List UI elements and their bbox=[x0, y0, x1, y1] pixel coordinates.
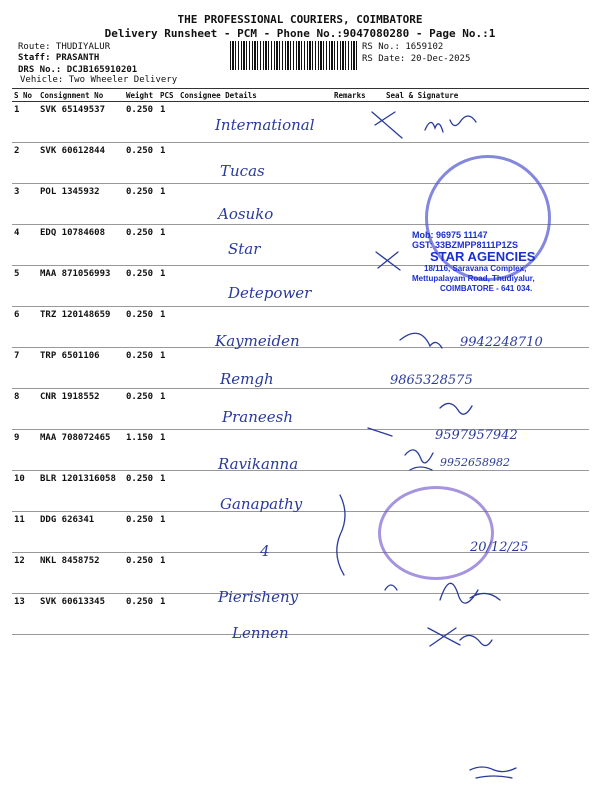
col-consignee: Consignee Details bbox=[178, 89, 332, 102]
col-consignment: Consignment No bbox=[38, 89, 124, 102]
signature-phone-8: 9597957942 bbox=[435, 428, 518, 443]
cell-weight: 0.250 bbox=[124, 225, 158, 266]
signature-mark-9 bbox=[405, 450, 433, 470]
handwritten-consignee-13: Lennen bbox=[232, 624, 289, 642]
signature-mark-8 bbox=[368, 403, 472, 436]
cell-pcs: 1 bbox=[158, 225, 178, 266]
cell-pcs: 1 bbox=[158, 553, 178, 594]
footer-signature bbox=[470, 767, 516, 778]
signature-mark-11 bbox=[337, 495, 345, 575]
handwritten-consignee-4: Star bbox=[228, 240, 261, 258]
vehicle-label: Vehicle: Two Wheeler Delivery bbox=[20, 75, 178, 85]
cell-consignment: BLR 1201316058 bbox=[38, 471, 124, 512]
cell-weight: 0.250 bbox=[124, 102, 158, 143]
cell-sno: 13 bbox=[12, 594, 38, 635]
cell-weight: 0.250 bbox=[124, 266, 158, 307]
cell-pcs: 1 bbox=[158, 184, 178, 225]
cell-weight: 0.250 bbox=[124, 471, 158, 512]
cell-consignment: POL 1345932 bbox=[38, 184, 124, 225]
signature-mark-1 bbox=[372, 112, 402, 138]
cell-pcs: 1 bbox=[158, 430, 178, 471]
cell-sno: 7 bbox=[12, 348, 38, 389]
handwritten-consignee-9: Ravikanna bbox=[218, 455, 299, 473]
cell-consignment: EDQ 10784608 bbox=[38, 225, 124, 266]
cell-pcs: 1 bbox=[158, 307, 178, 348]
cell-consignment: CNR 1918552 bbox=[38, 389, 124, 430]
cell-sno: 9 bbox=[12, 430, 38, 471]
cell-pcs: 1 bbox=[158, 266, 178, 307]
handwritten-consignee-2: Tucas bbox=[220, 162, 265, 180]
rs-number: RS No.: 1659102 bbox=[362, 42, 444, 52]
cell-sno: 8 bbox=[12, 389, 38, 430]
col-seal: Seal & Signature bbox=[372, 89, 589, 102]
cell-pcs: 1 bbox=[158, 594, 178, 635]
col-sno: S No bbox=[12, 89, 38, 102]
signature-date-11: 20/12/25 bbox=[470, 540, 529, 555]
cell-weight: 0.250 bbox=[124, 348, 158, 389]
route-label: Route: THUDIYALUR bbox=[18, 42, 111, 52]
cell-sno: 4 bbox=[12, 225, 38, 266]
signature-phone-6: 9942248710 bbox=[460, 335, 543, 350]
cell-consignment: MAA 708072465 bbox=[38, 430, 124, 471]
round-stamp-2 bbox=[378, 486, 494, 580]
cell-sno: 1 bbox=[12, 102, 38, 143]
handwritten-consignee-3: Aosuko bbox=[218, 205, 274, 223]
handwritten-consignee-6: Kaymeiden bbox=[215, 332, 300, 350]
handwritten-consignee-7: Remgh bbox=[220, 370, 274, 388]
signature-phone-9: 9952658982 bbox=[440, 456, 510, 469]
cell-weight: 0.250 bbox=[124, 184, 158, 225]
cell-weight: 0.250 bbox=[124, 143, 158, 184]
staff-label: Staff: PRASANTH bbox=[18, 53, 100, 63]
cell-consignment: SVK 65149537 bbox=[38, 102, 124, 143]
cell-weight: 0.250 bbox=[124, 553, 158, 594]
col-weight: Weight bbox=[124, 89, 158, 102]
stamp-address-1: 18/116, Saravana Complex, bbox=[424, 264, 527, 273]
signature-mark-1b bbox=[425, 116, 476, 132]
cell-pcs: 1 bbox=[158, 102, 178, 143]
cell-weight: 1.150 bbox=[124, 430, 158, 471]
cell-pcs: 1 bbox=[158, 389, 178, 430]
handwritten-consignee-1: International bbox=[215, 116, 315, 134]
cell-sno: 11 bbox=[12, 512, 38, 553]
cell-pcs: 1 bbox=[158, 512, 178, 553]
cell-pcs: 1 bbox=[158, 471, 178, 512]
cell-weight: 0.250 bbox=[124, 512, 158, 553]
cell-weight: 0.250 bbox=[124, 594, 158, 635]
runsheet-subtitle: Delivery Runsheet - PCM - Phone No.:9047080280 - Page No.:1 bbox=[104, 27, 496, 40]
cell-pcs: 1 bbox=[158, 143, 178, 184]
handwritten-consignee-10: Ganapathy bbox=[220, 495, 303, 513]
handwritten-consignee-5: Detepower bbox=[228, 284, 312, 302]
cell-sno: 5 bbox=[12, 266, 38, 307]
col-pcs: PCS bbox=[158, 89, 178, 102]
stamp-company-name: STAR AGENCIES bbox=[430, 249, 536, 264]
cell-consignment: DDG 626341 bbox=[38, 512, 124, 553]
cell-consignment: MAA 871056993 bbox=[38, 266, 124, 307]
handwritten-consignee-8: Praneesh bbox=[222, 408, 293, 426]
cell-sno: 6 bbox=[12, 307, 38, 348]
signature-mark-6 bbox=[400, 333, 442, 348]
cell-sno: 12 bbox=[12, 553, 38, 594]
stamp-address-2: Mettupalayam Road, Thudiyalur, bbox=[412, 274, 535, 283]
cell-consignment: SVK 60613345 bbox=[38, 594, 124, 635]
cell-consignment: TRZ 120148659 bbox=[38, 307, 124, 348]
stamp-address-3: COIMBATORE - 641 034. bbox=[440, 284, 533, 293]
signature-mark-12 bbox=[385, 583, 500, 603]
cell-weight: 0.250 bbox=[124, 389, 158, 430]
cell-weight: 0.250 bbox=[124, 307, 158, 348]
col-remarks: Remarks bbox=[332, 89, 372, 102]
cell-sno: 10 bbox=[12, 471, 38, 512]
cell-sno: 2 bbox=[12, 143, 38, 184]
cell-pcs: 1 bbox=[158, 348, 178, 389]
stamp-mobile: Mob: 96975 11147 bbox=[412, 230, 488, 240]
cell-consignment: NKL 8458752 bbox=[38, 553, 124, 594]
cell-consignment: SVK 60612844 bbox=[38, 143, 124, 184]
cell-sno: 3 bbox=[12, 184, 38, 225]
handwritten-consignee-11: 4 bbox=[260, 542, 270, 560]
stamp-gst: GST: 33BZMPP8111P1ZS bbox=[412, 240, 519, 250]
handwritten-consignee-12: Pierisheny bbox=[218, 588, 299, 606]
company-title: THE PROFESSIONAL COURIERS, COIMBATORE bbox=[177, 13, 423, 26]
signature-phone-7: 9865328575 bbox=[390, 373, 473, 388]
signature-mark-4 bbox=[376, 252, 400, 270]
rs-date: RS Date: 20-Dec-2025 bbox=[362, 54, 471, 64]
drs-label: DRS No.: DCJB165910201 bbox=[18, 65, 138, 75]
signature-mark-13 bbox=[428, 628, 492, 646]
cell-consignment: TRP 6501106 bbox=[38, 348, 124, 389]
